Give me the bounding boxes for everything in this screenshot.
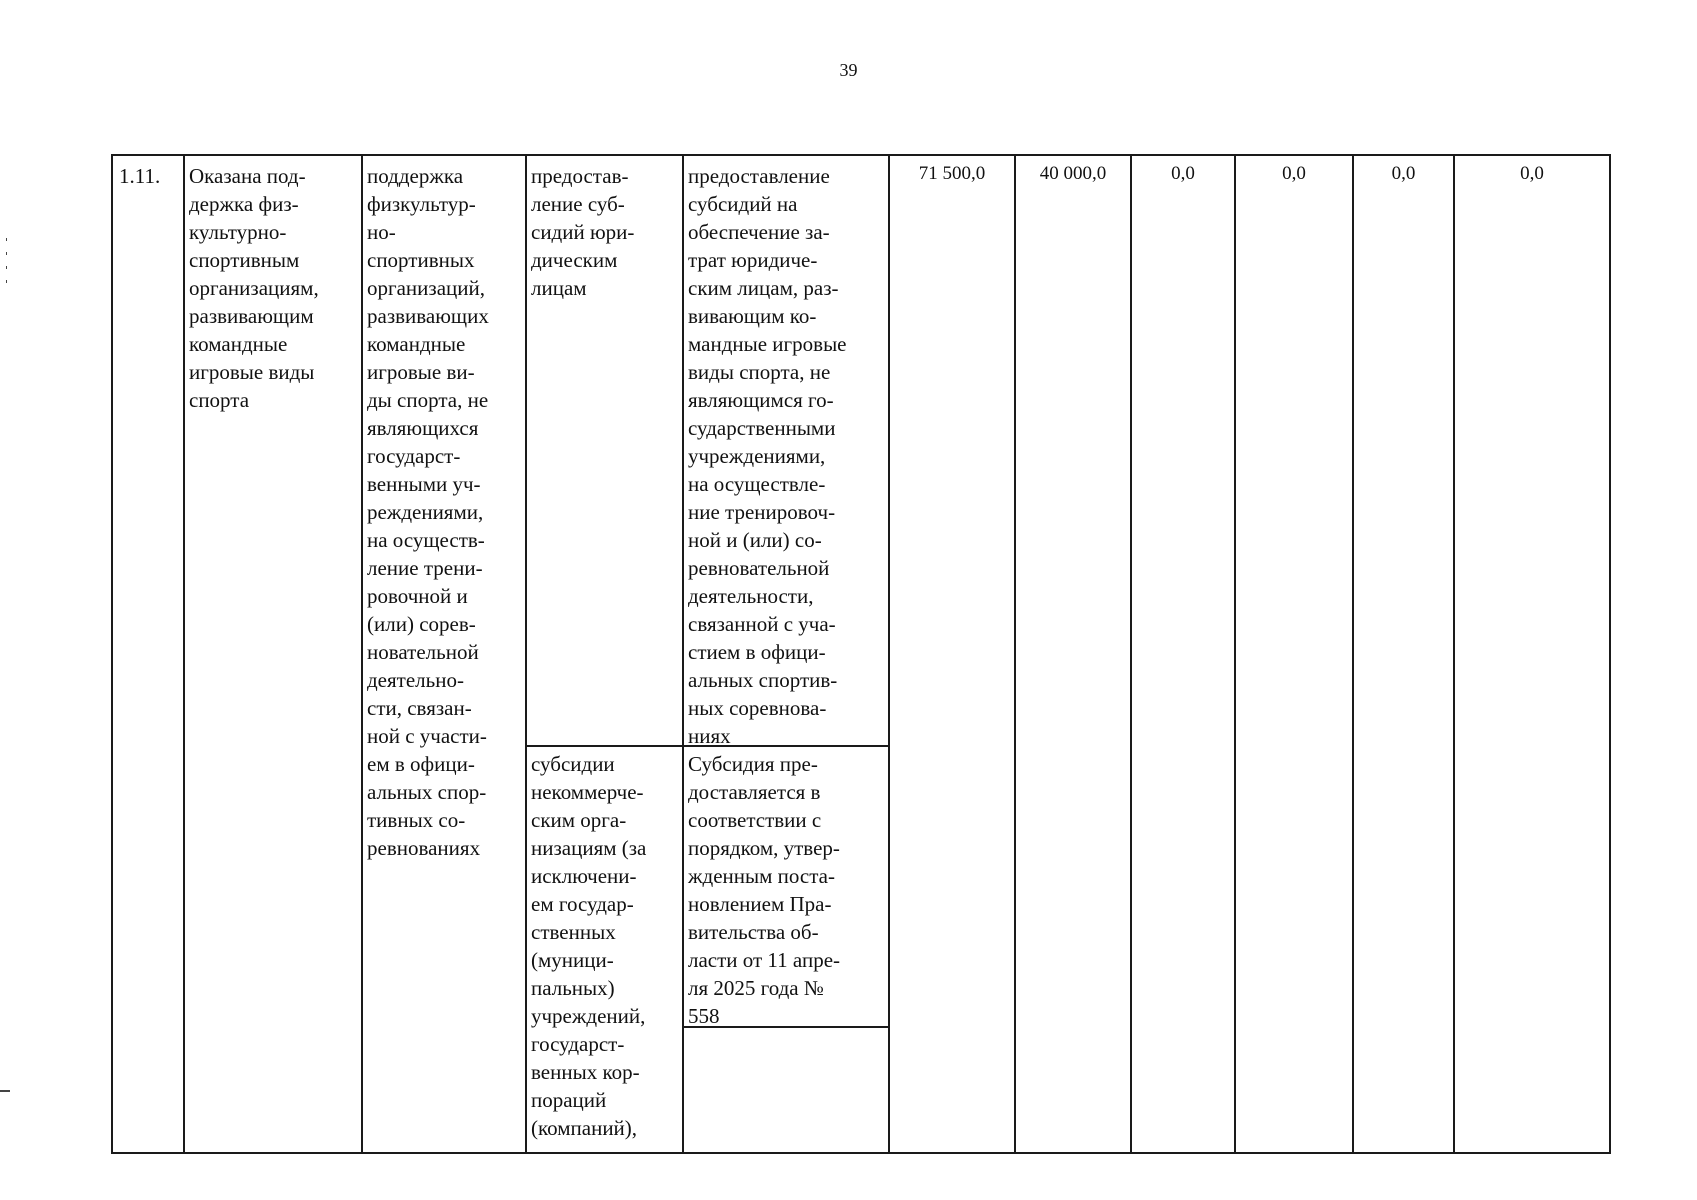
scan-mark [6,266,7,269]
column-divider [888,156,890,1152]
amount-cell: 71 500,0 [918,163,986,184]
scan-mark [0,1090,10,1092]
column-divider [361,156,363,1152]
result-cell: Оказана под- держка физ- культурно- спортивным организациям, развивающим командные игровые виды спорта [189,164,319,412]
measure-cell: поддержка физкультур- но- спортивных организаций, развивающих командные игровые ви- ды спорта, не являющихся государст- венными уч- реждениями, на осуществ- ление трени- ровочной и (или) сорев- новательной деятельно- сти, связан- ной с участи- ем в офици- альных спор- тивных со- ревнованиях [367,164,489,860]
support-type-cell: субсидии некоммерче- ским орга- низациям (за исключени- ем государ- ственных (муници- пальных) учреждений, государст- венных кор- пораций (компаний), [531,752,647,1140]
scan-mark [6,252,7,255]
column-divider [1453,156,1455,1152]
budget-table [111,154,1611,1154]
column-divider [1130,156,1132,1152]
amount-cell: 0,0 [1520,163,1544,184]
column-divider [682,156,684,1152]
amount-cell: 0,0 [1391,163,1416,184]
support-description-cell: Субсидия пре- доставляется в соответствии с порядком, утвер- жденным поста- новлением Пра- вительства об- ласти от 11 апре- ля 2025 года № 558 [688,752,841,1028]
column-divider [183,156,185,1152]
page-number: 39 [839,60,858,80]
column-divider [1234,156,1236,1152]
row-index: 1.11. [119,164,161,188]
support-type-cell: предостав- ление суб- сидий юри- дическим лицам [531,164,635,300]
amount-cell: 0,0 [1171,163,1195,184]
column-divider [1014,156,1016,1152]
scan-mark [6,280,7,283]
scan-mark [6,238,7,241]
amount-cell: 0,0 [1282,163,1306,184]
column-divider [525,156,527,1152]
support-description-cell: предоставление субсидий на обеспечение за- трат юридиче- ским лицам, раз- вивающим ко- мандные игровые виды спорта, не являющимся го- сударственными учреждениями, на осуществле- ние тренировоч- ной и (или) со- ревновательной деятельности, связанной с уча- стием в офици- альных спортив- ных соревнова- ниях [688,164,847,748]
column-divider [1352,156,1354,1152]
amount-cell: 40 000,0 [1039,163,1107,184]
